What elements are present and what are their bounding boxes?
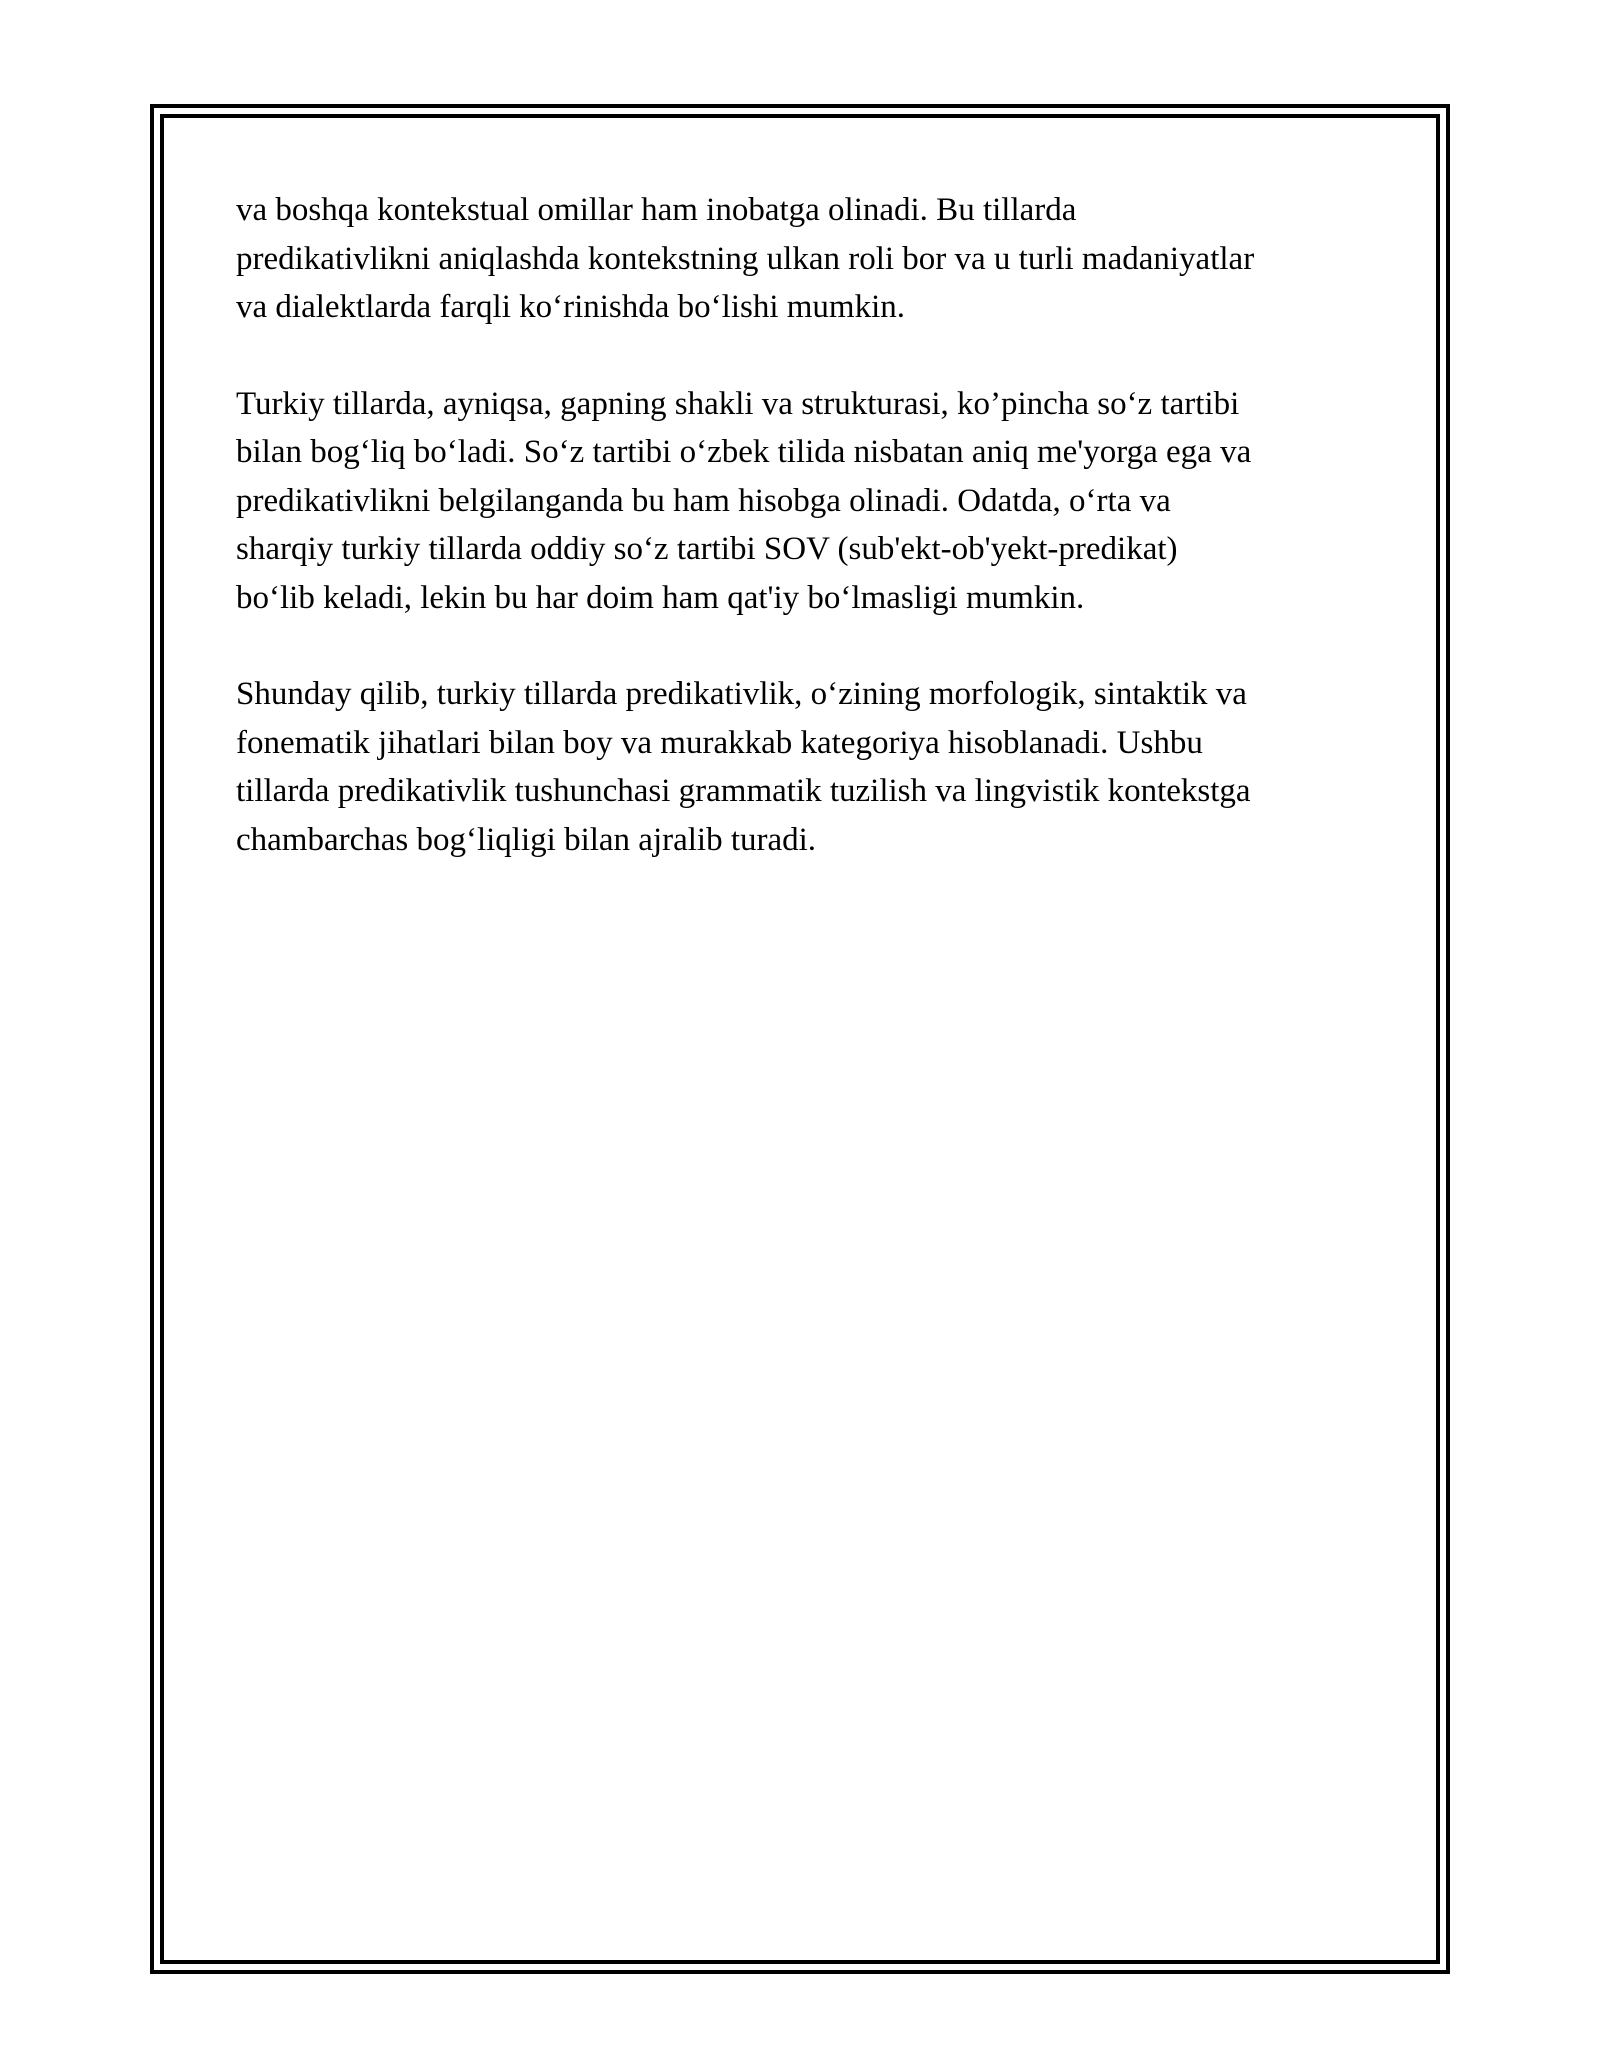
paragraph: Shunday qilib, turkiy tillarda predikativlik, o‘zining morfologik, sintaktik va fonematik jihatlari bilan boy va murakkab kategoriya hisoblanadi. Ushbu tillarda predikativlik tushunchasi grammatik tuzilish va lingvistik kontekstga chambarchas bog‘liqligi bilan ajralib turadi. <box>236 676 1251 858</box>
paragraph: Turkiy tillarda, ayniqsa, gapning shakli va strukturasi, ko’pincha so‘z tartibi bilan bog‘liq bo‘ladi. So‘z tartibi o‘zbek tilida nisbatan aniq me'yorga ega va predikativlikni belgilanganda bu ham hisobga olinadi. Odatda, o‘rta va sharqiy turkiy tillarda oddiy so‘z tartibi SOV (sub'ekt-ob'yekt-predikat) bo‘lib keladi, lekin bu har doim ham qat'iy bo‘lmasligi mumkin. <box>236 385 1252 616</box>
document-body <box>236 186 1386 912</box>
paragraph: va boshqa kontekstual omillar ham inobatga olinadi. Bu tillarda predikativlikni aniqlashda kontekstning ulkan roli bor va u turli madaniyatlar va dialektlarda farqli ko‘rinishda bo‘lishi mumkin. <box>236 192 1255 325</box>
